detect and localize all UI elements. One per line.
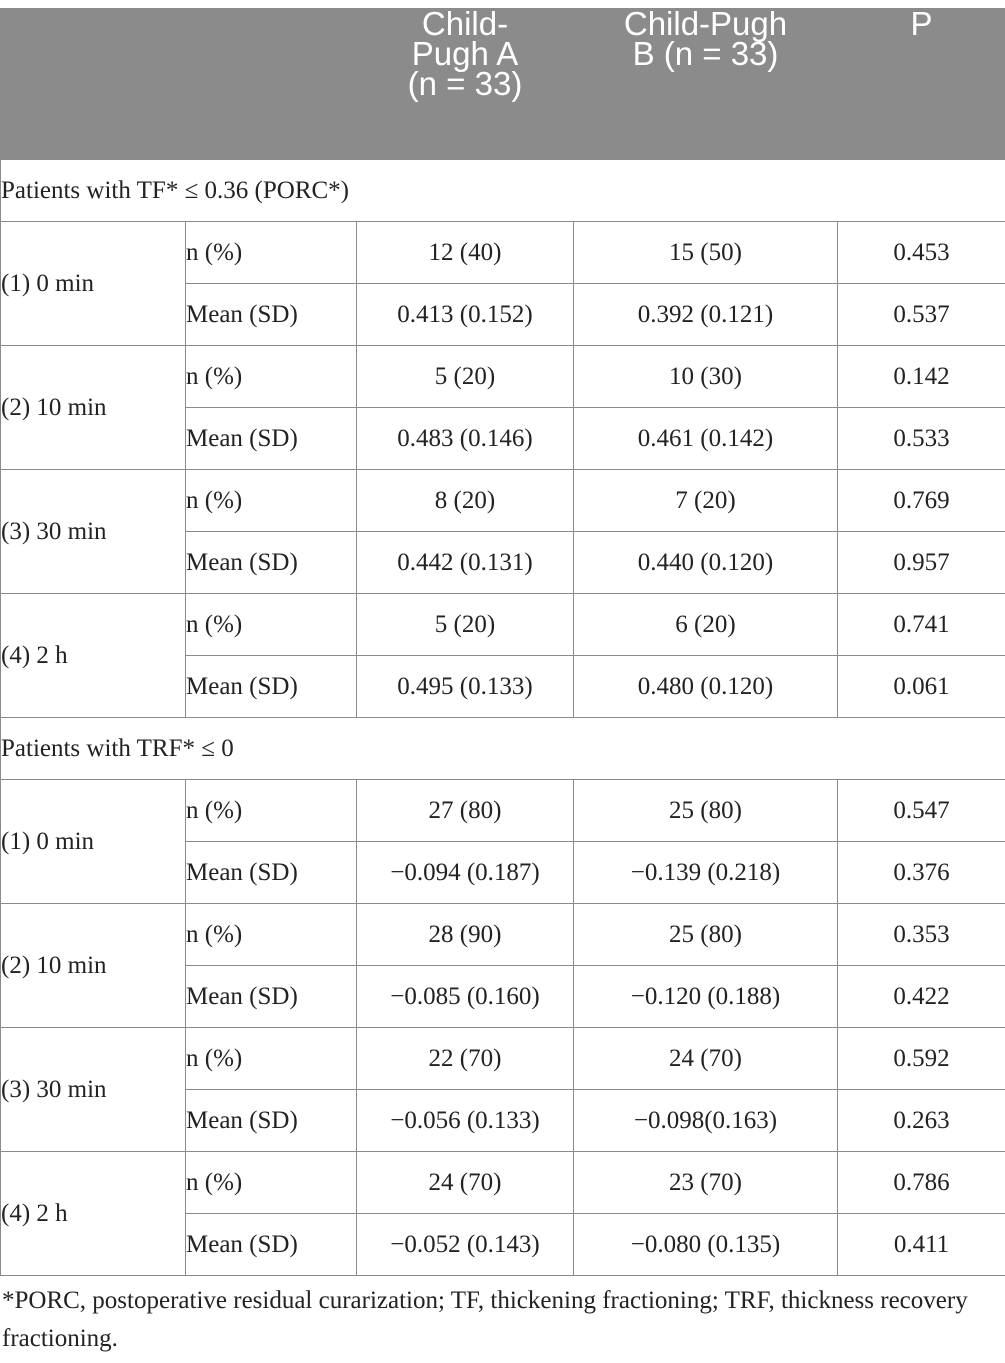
table-row: [1, 346, 1005, 408]
time-label: (1) 0 min: [1, 222, 186, 346]
child-pugh-a-value: 28 (90): [357, 904, 574, 966]
child-pugh-b-value: −0.120 (0.188): [574, 966, 838, 1028]
child-pugh-a-value: 8 (20): [357, 470, 574, 532]
child-pugh-a-value: −0.052 (0.143): [357, 1214, 574, 1276]
stat-label: n (%): [186, 346, 357, 408]
results-table: [0, 5, 1005, 1276]
child-pugh-a-value: 5 (20): [357, 594, 574, 656]
time-label: (4) 2 h: [1, 594, 186, 718]
child-pugh-b-value: −0.080 (0.135): [574, 1214, 838, 1276]
stat-label: Mean (SD): [186, 656, 357, 718]
stat-label: Mean (SD): [186, 284, 357, 346]
time-label: (4) 2 h: [1, 1152, 186, 1276]
stat-label: n (%): [186, 470, 357, 532]
stat-label: Mean (SD): [186, 966, 357, 1028]
stat-label: n (%): [186, 594, 357, 656]
header-a-line2: Pugh A: [411, 35, 519, 72]
p-value: 0.741: [838, 594, 1005, 656]
child-pugh-a-value: 24 (70): [357, 1152, 574, 1214]
section-row: [1, 718, 1005, 780]
child-pugh-a-value: 5 (20): [357, 346, 574, 408]
child-pugh-a-value: 0.413 (0.152): [357, 284, 574, 346]
table-row: [1, 470, 1005, 532]
time-label: (3) 30 min: [1, 1028, 186, 1152]
child-pugh-b-value: 24 (70): [574, 1028, 838, 1090]
section-row: [1, 160, 1005, 222]
header-b-line1: Child-Pugh: [623, 5, 788, 42]
stat-label: n (%): [186, 904, 357, 966]
header-child-pugh-a: [357, 5, 574, 160]
child-pugh-a-value: 22 (70): [357, 1028, 574, 1090]
child-pugh-b-value: −0.098(0.163): [574, 1090, 838, 1152]
table-row: [1, 780, 1005, 842]
child-pugh-a-value: 27 (80): [357, 780, 574, 842]
table-footnote: *PORC, postoperative residual curarization; TF, thickening fractioning; TRF, thickness recovery fractioning.: [2, 1287, 968, 1352]
header-p-label: P: [910, 5, 933, 42]
stat-label: Mean (SD): [186, 1090, 357, 1152]
p-value: 0.376: [838, 842, 1005, 904]
table-row: [1, 594, 1005, 656]
child-pugh-b-value: −0.139 (0.218): [574, 842, 838, 904]
child-pugh-a-value: 0.442 (0.131): [357, 532, 574, 594]
header-empty-cell: [1, 9, 357, 160]
child-pugh-b-value: 0.440 (0.120): [574, 532, 838, 594]
stat-label: Mean (SD): [186, 1214, 357, 1276]
child-pugh-a-value: 12 (40): [357, 222, 574, 284]
child-pugh-b-value: 0.480 (0.120): [574, 656, 838, 718]
stat-label: n (%): [186, 222, 357, 284]
header-b-n: B (n = 33): [632, 35, 779, 72]
child-pugh-a-value: 0.483 (0.146): [357, 408, 574, 470]
section-title: Patients with TRF* ≤ 0: [1, 718, 1005, 780]
p-value: 0.786: [838, 1152, 1005, 1214]
header-p: [838, 5, 1005, 160]
stat-label: Mean (SD): [186, 532, 357, 594]
child-pugh-b-value: 0.392 (0.121): [574, 284, 838, 346]
table-row: [1, 1152, 1005, 1214]
p-value: 0.537: [838, 284, 1005, 346]
child-pugh-b-value: 10 (30): [574, 346, 838, 408]
p-value: 0.957: [838, 532, 1005, 594]
p-value: 0.263: [838, 1090, 1005, 1152]
child-pugh-b-value: 7 (20): [574, 470, 838, 532]
stat-label: n (%): [186, 1152, 357, 1214]
p-value: 0.533: [838, 408, 1005, 470]
child-pugh-b-value: 0.461 (0.142): [574, 408, 838, 470]
stat-label: n (%): [186, 780, 357, 842]
p-value: 0.422: [838, 966, 1005, 1028]
section-title: Patients with TF* ≤ 0.36 (PORC*): [1, 160, 1005, 222]
p-value: 0.061: [838, 656, 1005, 718]
child-pugh-a-value: −0.085 (0.160): [357, 966, 574, 1028]
child-pugh-b-value: 15 (50): [574, 222, 838, 284]
header-a-line1: Child-: [421, 5, 509, 42]
child-pugh-b-value: 6 (20): [574, 594, 838, 656]
table-container: [0, 5, 1005, 1276]
p-value: 0.769: [838, 470, 1005, 532]
table-row: [1, 1028, 1005, 1090]
child-pugh-b-value: 25 (80): [574, 904, 838, 966]
p-value: 0.411: [838, 1214, 1005, 1276]
time-label: (2) 10 min: [1, 346, 186, 470]
p-value: 0.142: [838, 346, 1005, 408]
p-value: 0.547: [838, 780, 1005, 842]
child-pugh-b-value: 23 (70): [574, 1152, 838, 1214]
p-value: 0.453: [838, 222, 1005, 284]
header-row: [1, 9, 1005, 160]
p-value: 0.353: [838, 904, 1005, 966]
header-a-n: (n = 33): [407, 65, 523, 102]
time-label: (1) 0 min: [1, 780, 186, 904]
time-label: (2) 10 min: [1, 904, 186, 1028]
child-pugh-b-value: 25 (80): [574, 780, 838, 842]
time-label: (3) 30 min: [1, 470, 186, 594]
child-pugh-a-value: −0.094 (0.187): [357, 842, 574, 904]
stat-label: Mean (SD): [186, 842, 357, 904]
child-pugh-a-value: 0.495 (0.133): [357, 656, 574, 718]
stat-label: Mean (SD): [186, 408, 357, 470]
stat-label: n (%): [186, 1028, 357, 1090]
table-row: [1, 904, 1005, 966]
child-pugh-a-value: −0.056 (0.133): [357, 1090, 574, 1152]
table-row: [1, 222, 1005, 284]
p-value: 0.592: [838, 1028, 1005, 1090]
header-child-pugh-b: [574, 5, 838, 160]
